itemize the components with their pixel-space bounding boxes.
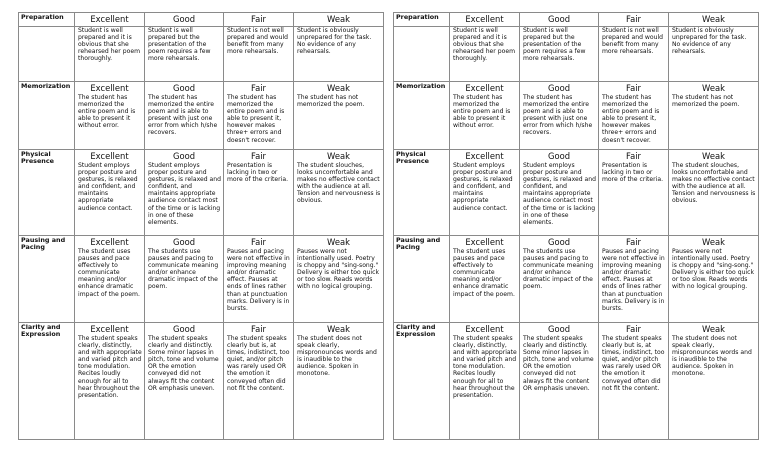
level-good: Good xyxy=(547,151,571,161)
table-row xyxy=(19,236,384,323)
level-weak: Weak xyxy=(327,151,350,161)
level-fair: Fair xyxy=(251,324,266,334)
criterion-text: Pauses and pacing were not effective in improving meaning and/or dramatic effect. Pauses at ends of lines rather than at punctuation marks. Delivery is in bursts. xyxy=(602,248,665,312)
criterion-text: The student speaks clearly but is, at times, indistinct, too quiet, and/or pitch was rarely used OR the emotion it conveyed often did not fit the content. xyxy=(602,335,665,392)
category-label: Clarity and Expression xyxy=(21,323,61,338)
criterion-text: Student is well prepared and it is obvious that she rehearsed her poem thoroughly. xyxy=(453,27,516,63)
criterion-text: The students use pauses and pacing to communicate meaning and/or enhance dramatic impact of the poem. xyxy=(148,248,219,291)
criterion-text: The student has not memorized the poem. xyxy=(672,94,740,109)
level-excellent: Excellent xyxy=(90,151,129,161)
level-weak: Weak xyxy=(702,83,725,93)
level-fair: Fair xyxy=(626,237,641,247)
criterion-text: The students use pauses and pacing to communicate meaning and/or enhance dramatic impact of the poem. xyxy=(523,248,594,291)
criterion-text: Student is obviously unprepared for the task. No evidence of any rehearsals. xyxy=(297,27,372,56)
rubric-header-left xyxy=(18,12,384,26)
criterion-text: The student speaks clearly and distinctly. Some minor lapses in pitch, tone and volume OR the emotion conveyed did not always fit the content OR emphasis uneven. xyxy=(148,335,219,392)
rubric-table-left xyxy=(18,26,384,440)
criterion-text: Student is not well prepared and would benefit from many more rehearsals. xyxy=(227,27,289,56)
level-excellent: Excellent xyxy=(465,83,504,93)
criterion-text: The student speaks clearly, distinctly, and with appropriate and varied pitch and tone modulation. Recites loudly enough for all to hear throughout the presentation. xyxy=(78,335,142,399)
rubric-header-right xyxy=(393,12,759,26)
category-label: Memorization xyxy=(396,82,446,90)
category-label: Pausing and Pacing xyxy=(21,236,66,251)
criterion-text: Student employs proper posture and gestures, is relaxed and confident, and maintains appropriate audience contact. xyxy=(78,162,138,212)
criterion-text: The student speaks clearly, distinctly, and with appropriate and varied pitch and tone modulation. Recites loudly enough for all to hear throughout the presentation. xyxy=(453,335,517,399)
level-fair: Fair xyxy=(251,83,266,93)
level-good: Good xyxy=(172,237,196,247)
level-good: Good xyxy=(519,12,598,26)
criterion-text: The student has not memorized the poem. xyxy=(297,94,365,109)
level-weak: Weak xyxy=(327,83,350,93)
rubric-table-right xyxy=(393,26,759,440)
criterion-text: Student is obviously unprepared for the task. No evidence of any rehearsals. xyxy=(672,27,747,56)
criterion-text: Pauses and pacing were not effective in improving meaning and/or dramatic effect. Pauses at ends of lines rather than at punctuation marks. Delivery is in bursts. xyxy=(227,248,290,312)
level-excellent: Excellent xyxy=(465,237,504,247)
level-good: Good xyxy=(547,324,571,334)
level-fair: Fair xyxy=(251,237,266,247)
criterion-text: Pauses were not intentionally used. Poetry is choppy and "sing-song." Delivery is either too quick or too slow. Reads words with no logical grouping. xyxy=(672,248,755,291)
criterion-text: The student has memorized the entire poem and is able to present it without error. xyxy=(453,94,511,130)
criterion-text: Student employs proper posture and gestures, is relaxed and confident, and maintains appropriate audience contact most of the time or is lacking in one of these elements. xyxy=(523,162,597,226)
table-row xyxy=(19,323,384,440)
level-weak: Weak xyxy=(327,237,350,247)
criterion-text: Student is well prepared and it is obvious that she rehearsed her poem thoroughly. xyxy=(78,27,141,63)
category-label: Memorization xyxy=(21,82,71,90)
criterion-text: The student has memorized the entire poem and is able to present it, however makes three+ errors and doesn't recover. xyxy=(602,94,660,144)
table-row xyxy=(394,27,759,82)
level-weak: Weak xyxy=(702,324,725,334)
category-label: Physical Presence xyxy=(396,150,429,165)
criterion-text: The student has memorized the entire poem and is able to present it without error. xyxy=(78,94,136,130)
level-weak: Weak xyxy=(702,151,725,161)
level-good: Good xyxy=(547,83,571,93)
level-excellent: Excellent xyxy=(465,151,504,161)
level-weak: Weak xyxy=(668,12,759,26)
criterion-text: Student employs proper posture and gestures, is relaxed and confident, and maintains appropriate audience contact most of the time or is lacking in one of these elements. xyxy=(148,162,222,226)
level-excellent: Excellent xyxy=(449,12,519,26)
criterion-text: Student is well prepared but the presentation of the poem requires a few more rehearsals. xyxy=(148,27,211,63)
level-good: Good xyxy=(172,324,196,334)
level-fair: Fair xyxy=(626,83,641,93)
level-fair: Fair xyxy=(626,324,641,334)
criterion-text: The student slouches, looks uncomfortable and makes no effective contact with the audience at all. Tension and nervousness is obvious. xyxy=(672,162,756,205)
level-fair: Fair xyxy=(251,151,266,161)
level-weak: Weak xyxy=(293,12,384,26)
level-fair: Fair xyxy=(626,151,641,161)
criterion-text: Pauses were not intentionally used. Poetry is choppy and "sing-song." Delivery is either too quick or too slow. Reads words with no logical grouping. xyxy=(297,248,380,291)
criterion-text: Presentation is lacking in two or more of the criteria. xyxy=(227,162,289,184)
criterion-text: The student uses pauses and pace effectively to communicate meaning and/or enhance dramatic impact of the poem. xyxy=(453,248,515,298)
criterion-text: Student is well prepared but the presentation of the poem requires a few more rehearsals. xyxy=(523,27,586,63)
level-good: Good xyxy=(547,237,571,247)
category-label: Physical Presence xyxy=(21,150,54,165)
criterion-text: The student slouches, looks uncomfortable and makes no effective contact with the audience at all. Tension and nervousness is obvious. xyxy=(297,162,381,205)
table-row xyxy=(394,82,759,150)
category-label: Preparation xyxy=(18,12,74,26)
criterion-text: The student does not speak clearly, mispronounces words and is inaudible to the audience. Spoken in monotone. xyxy=(297,335,377,378)
level-fair: Fair xyxy=(223,12,293,26)
table-row xyxy=(394,236,759,323)
level-good: Good xyxy=(144,12,223,26)
criterion-text: The student speaks clearly and distinctly. Some minor lapses in pitch, tone and volume OR the emotion conveyed did not always fit the content OR emphasis uneven. xyxy=(523,335,594,392)
criterion-text: The student uses pauses and pace effectively to communicate meaning and/or enhance dramatic impact of the poem. xyxy=(78,248,140,298)
table-row xyxy=(394,323,759,440)
category-label: Clarity and Expression xyxy=(396,323,436,338)
level-weak: Weak xyxy=(702,237,725,247)
category-label: Pausing and Pacing xyxy=(396,236,441,251)
criterion-text: The student has memorized the entire poem and is able to present with just one error from which h/she recovers. xyxy=(148,94,218,137)
table-row xyxy=(19,27,384,82)
criterion-text: Presentation is lacking in two or more of the criteria. xyxy=(602,162,664,184)
criterion-text: The student does not speak clearly, mispronounces words and is inaudible to the audience. Spoken in monotone. xyxy=(672,335,752,378)
level-excellent: Excellent xyxy=(90,324,129,334)
criterion-text: Student is not well prepared and would benefit from many more rehearsals. xyxy=(602,27,664,56)
level-fair: Fair xyxy=(598,12,668,26)
level-excellent: Excellent xyxy=(90,83,129,93)
criterion-text: The student has memorized the entire poem and is able to present with just one error from which h/she recovers. xyxy=(523,94,593,137)
level-excellent: Excellent xyxy=(74,12,144,26)
level-good: Good xyxy=(172,83,196,93)
level-excellent: Excellent xyxy=(90,237,129,247)
criterion-text: The student speaks clearly but is, at times, indistinct, too quiet, and/or pitch was rarely used OR the emotion it conveyed often did not fit the content. xyxy=(227,335,290,392)
criterion-text: The student has memorized the entire poem and is able to present it, however makes three+ errors and doesn't recover. xyxy=(227,94,285,144)
criterion-text: Student employs proper posture and gestures, is relaxed and confident, and maintains appropriate audience contact. xyxy=(453,162,513,212)
level-good: Good xyxy=(172,151,196,161)
table-row xyxy=(19,150,384,236)
level-excellent: Excellent xyxy=(465,324,504,334)
table-row xyxy=(394,150,759,236)
category-label: Preparation xyxy=(393,12,449,26)
table-row xyxy=(19,82,384,150)
level-weak: Weak xyxy=(327,324,350,334)
